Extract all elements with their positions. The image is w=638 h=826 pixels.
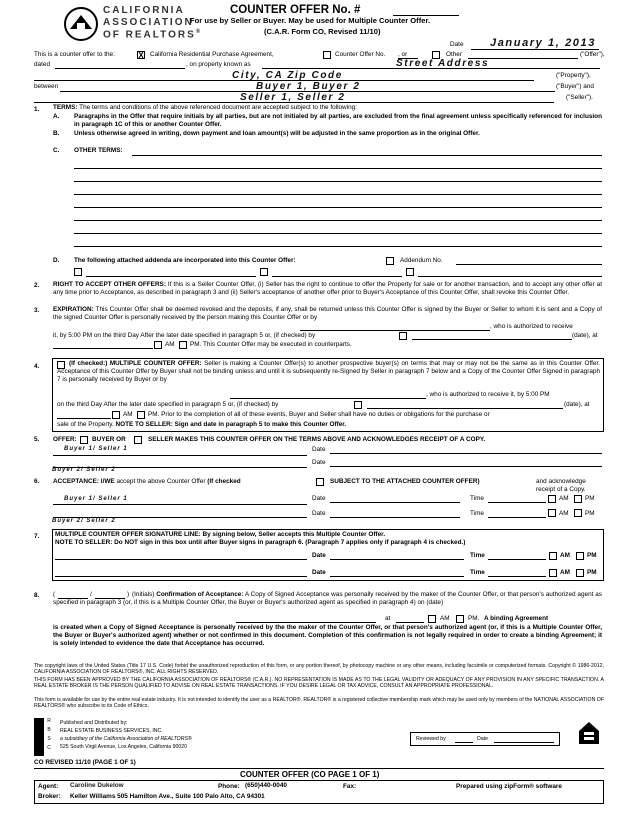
s4-pm-checkbox[interactable] (137, 411, 145, 419)
s3-am-label: AM (165, 341, 175, 348)
buyer-value: Buyer 1, Buyer 2 (256, 81, 361, 92)
s6-pm1-checkbox[interactable] (574, 495, 582, 503)
s4-date-at: (date), at (564, 401, 590, 408)
s1-d-label: D. (53, 257, 60, 264)
phone-label: Phone: (218, 783, 240, 790)
s5-date2-field[interactable] (330, 466, 602, 467)
footer-revision: CO REVISED 11/10 (PAGE 1 OF 1) (34, 759, 136, 766)
date-field-line[interactable] (471, 49, 599, 50)
s7-sig2-line[interactable] (55, 576, 307, 577)
date-field-value: January 1, 2013 (490, 37, 596, 49)
s7-number: 7. (34, 533, 40, 540)
rebs-logo-c: C (47, 745, 51, 751)
s5-sig1-label: Buyer 1/ Seller 1 (64, 446, 128, 452)
s5-buyer-checkbox[interactable] (80, 436, 88, 444)
s6-am2-label: AM (559, 510, 569, 517)
dated-field[interactable] (55, 68, 185, 69)
logo-line2: ASSOCIATION (103, 17, 194, 28)
s5-sig1-line[interactable] (53, 455, 307, 456)
s7-am1-checkbox[interactable] (549, 552, 557, 560)
seller-value: Seller 1, Seller 2 (240, 92, 346, 103)
s6-time1-label: Time (470, 495, 484, 502)
reviewed-date-field[interactable] (494, 742, 554, 743)
footer-title: COUNTER OFFER (CO PAGE 1 OF 1) (240, 770, 380, 779)
equal-housing-house (578, 720, 600, 746)
s8-pm-checkbox[interactable] (456, 615, 464, 623)
footer-divider (34, 768, 604, 769)
addenda-checkbox-1[interactable] (74, 268, 82, 276)
s4-am-checkbox[interactable] (112, 411, 120, 419)
s8-text: (Initials) Confirmation of Acceptance: A Copy of Signed Acceptance was personally received by the maker of the Counter Offer, or that person's authorized agent as specified in paragraph 3 (or, if this is a Multiple Counter Offer, the Buyer or Buyer's authorized agent as specified in paragraph 4) on (date) (53, 591, 602, 606)
s3-authorized-person-field[interactable] (300, 330, 490, 331)
s6-date1-label: Date (312, 495, 326, 502)
s6-am1-label: AM (559, 495, 569, 502)
s8-open-paren: ( (53, 591, 56, 598)
addendum-checkbox[interactable] (386, 257, 394, 265)
s2-number: 2. (34, 282, 40, 289)
s3-pm-label: PM. This Counter Offer may be executed in counterparts. (190, 341, 352, 348)
other-terms-line-5[interactable] (74, 207, 602, 208)
s7-time1-label: Time (470, 552, 485, 559)
s7-am2-label: AM (560, 569, 570, 576)
legal-copyright: The copyright laws of the United States (Title 17 U.S. Code) forbid the unauthorized reproduction of this form, or any portion thereof, by photocopy machine or any other means, including facsimile or computerized formats. Copyright © 1986-2012, CALIFORNIA ASSOCIATION OF REALTORS®, INC. ALL RIGHTS RESERVED. (34, 663, 604, 676)
rebs-logo-b: B (47, 727, 51, 733)
other-label: Other (446, 51, 462, 58)
car-logo-mark (63, 5, 99, 43)
other-terms-line-1[interactable] (132, 155, 602, 156)
buyer-suffix: ("Buyer") and (556, 83, 594, 90)
s8-number: 8. (34, 592, 40, 599)
addenda-checkbox-3[interactable] (406, 268, 414, 276)
s6-acceptance: ACCEPTANCE: I/WE accept the above Counter Offer (If checked (53, 478, 241, 485)
s4-date-checkbox[interactable] (354, 401, 362, 409)
s3-date-at: (date), at (572, 332, 598, 339)
s3-text: EXPIRATION: This Counter Offer shall be deemed revoked and the deposits, if any, shall be returned unless this Counter Offer is signed by the Buyer or Seller to whom it is sent and a Copy of the signed Counter Offer is personally received by the person making this Counter Offer or by (53, 306, 602, 321)
s6-pm2-checkbox[interactable] (574, 509, 582, 517)
s1-number: 1. (34, 106, 40, 113)
legal-approval: THIS FORM HAS BEEN APPROVED BY THE CALIFORNIA ASSOCIATION OF REALTORS® (C.A.R.). NO REPRESENTATION IS MADE AS TO THE LEGAL VALIDITY OR ADEQUACY OF ANY PROVISION IN ANY SPECIFIC TRANSACTION. A REAL ESTATE BROKER IS THE PERSON QUALIFIED TO ADVISE ON REAL ESTATE TRANSACTIONS. IF YOU DESIRE LEGAL OR TAX ADVICE, CONSULT AN APPROPRIATE PROFESSIONAL. (34, 677, 604, 690)
s4-time-field[interactable] (57, 418, 111, 419)
s1-a-text: Paragraphs in the Offer that require initials by all parties, but are not initialed by all parties, are excluded from the final agreement unless specifically referenced for inclusion in paragraph 1C of this or another Counter Offer. (74, 113, 602, 128)
other-terms-line-2[interactable] (74, 168, 602, 169)
seller-suffix: ("Seller"). (566, 94, 593, 101)
broker-label: Broker: (38, 793, 61, 800)
s6-am1-checkbox[interactable] (548, 495, 556, 503)
s8-at: at (385, 615, 391, 622)
s1-b-label: B. (53, 130, 60, 137)
other-terms-line-3[interactable] (74, 181, 602, 182)
offer-suffix: ("Offer"), (580, 51, 605, 58)
s5-date1-field[interactable] (330, 453, 602, 454)
s8-pm-label: PM. (468, 615, 480, 622)
addenda-field-3[interactable] (418, 276, 602, 277)
other-terms-line-7[interactable] (74, 233, 602, 234)
publisher-line4: 525 South Virgil Avenue, Los Angeles, California 90020 (60, 744, 187, 750)
s1-a-label: A. (53, 113, 60, 120)
addenda-field-1[interactable] (86, 276, 256, 277)
s7-line2: NOTE TO SELLER: Do NOT sign in this box until after Buyer signs in paragraph 6. (Paragraph 7 applies only if paragraph 4 is checked.) (55, 539, 466, 546)
s7-date1-field[interactable] (330, 559, 464, 560)
other-terms-line-6[interactable] (74, 220, 602, 221)
s6-time2-field[interactable] (488, 517, 546, 518)
s6-am2-checkbox[interactable] (548, 509, 556, 517)
counter-offer-label: Counter Offer No. (335, 51, 386, 58)
s7-am1-label: AM (560, 552, 570, 559)
s3-time-field[interactable] (53, 348, 153, 349)
s4-date-field[interactable] (367, 408, 563, 409)
rpa-label: California Residential Purchase Agreement, (150, 51, 274, 58)
other-terms-line-4[interactable] (74, 194, 602, 195)
s8-am-label: AM (440, 615, 450, 622)
s3-am-checkbox[interactable] (154, 341, 162, 349)
s7-time2-label: Time (470, 569, 485, 576)
s4-am-label: AM (123, 411, 133, 418)
s3-authorized-label: , who is authorized to receive (490, 323, 573, 330)
s4-pm-label: PM. Prior to the completion of all of these events, Buyer and Seller shall have no duties or obligations for the purchase or (148, 411, 490, 418)
s7-pm2-label: PM (587, 569, 597, 576)
s5-offer-label: OFFER: (53, 436, 77, 443)
s7-pm1-checkbox[interactable] (576, 552, 584, 560)
s1-c-label: C. (53, 147, 60, 154)
s5-text: SELLER MAKES THIS COUNTER OFFER ON THE TERMS ABOVE AND ACKNOWLEDGES RECEIPT OF A COPY. (148, 436, 486, 443)
between-label: between (34, 83, 59, 90)
s5-date2-label: Date (312, 459, 326, 466)
s5-date1-label: Date (312, 446, 326, 453)
publisher-line3: a subsidiary of the California Association of REALTORS® (60, 736, 192, 742)
broker-value: Keller Williams 505 Hamilton Ave., Suite 100 Palo Alto, CA 94301 (70, 793, 265, 800)
publisher-line2: REAL ESTATE BUSINESS SERVICES, INC. (60, 728, 163, 734)
s6-date2-field[interactable] (330, 517, 460, 518)
s7-pm2-checkbox[interactable] (576, 569, 584, 577)
s3-pm-checkbox[interactable] (179, 341, 187, 349)
s6-sig1-line[interactable] (53, 504, 307, 505)
dated-label: dated (34, 61, 50, 68)
s8-time-field[interactable] (396, 622, 424, 623)
reviewed-by-field[interactable] (455, 742, 473, 743)
s6-ack: and acknowledge receipt of a Copy. (536, 478, 586, 493)
s2-text: RIGHT TO ACCEPT OTHER OFFERS: If this is a Seller Counter Offer, (i) Seller has the right to continue to offer the Property for sale or for another transaction, and to accept any other offer at any time prior to Acceptance, as described in paragraph 3 and (ii) Seller's acceptance of another offer prior to Buyer's Acceptance of this Counter Offer, shall revoke this Counter Offer. (53, 281, 602, 296)
addenda-field-2[interactable] (272, 276, 402, 277)
reviewed-by-label: Reviewed by (416, 736, 446, 742)
s4-text: (If checked:) MULTIPLE COUNTER OFFER: Seller is making a Counter Offer(s) to another prospective buyer(s) on terms that may or may not be the same as in this Counter Offer. Acceptance of this Counter Offer by Buyer shall not be binding unless and until it is subsequently re-Signed by Seller in paragraph 7 below and a Copy of the Counter Offer Signed in paragraph 7 is personally received by Buyer or by (57, 360, 601, 383)
s8-date-field[interactable] (236, 622, 376, 623)
logo-line3: OF REALTORS® (103, 29, 203, 41)
reviewed-date-label: Date (477, 736, 488, 742)
address-value: Street Address (396, 58, 490, 69)
form-title: COUNTER OFFER No. # (230, 4, 361, 16)
or-label: , or (398, 51, 408, 58)
s7-sig1-line[interactable] (55, 559, 307, 560)
s3-line2: it, by 5:00 PM on the third Day After the later date specified in paragraph 5 or, (if checked) by (53, 332, 316, 339)
s6-subject: SUBJECT TO THE ATTACHED COUNTER OFFER) (330, 478, 480, 485)
property-known-label: , on property known as (186, 61, 251, 68)
s6-sig1-label: Buyer 1/ Seller 1 (64, 496, 128, 502)
s6-sig2-label: Buyer 2/ Seller 2 (52, 518, 116, 524)
property-suffix: ("Property"), (556, 72, 591, 79)
date-label: Date (450, 41, 464, 48)
rpa-checkbox[interactable]: X (138, 51, 144, 60)
s7-am2-checkbox[interactable] (549, 569, 557, 577)
phone-value: (650)440-0040 (245, 782, 287, 789)
addendum-label: Addendum No. (400, 257, 443, 264)
s6-date1-field[interactable] (330, 502, 460, 503)
s3-date-field[interactable] (412, 339, 572, 340)
legal-usage: This form is available for use by the entire real estate industry. It is not intended to identify the user as a REALTOR®. REALTOR® is a registered collective membership mark which may be used only by members of the NATIONAL ASSOCIATION OF REALTORS® who subscribe to its Code of Ethics. (34, 697, 604, 710)
agent-label: Agent: (38, 783, 59, 790)
s4-number: 4. (34, 363, 40, 370)
s8-am-checkbox[interactable] (428, 615, 436, 623)
addendum-field[interactable] (456, 264, 602, 265)
rebs-logo-r: R (47, 718, 51, 724)
s1-b-text: Unless otherwise agreed in writing, down payment and loan amount(s) will be adjusted in the same proportion as in the original Offer. (74, 130, 480, 137)
s1-terms: TERMS: The terms and conditions of the above referenced document are accepted subject to the following: (53, 104, 357, 111)
s4-last: sale of the Property. NOTE TO SELLER: Sign and date in paragraph 5 to make this Counter Offer. (57, 421, 347, 428)
s5-buyer-or: BUYER OR (92, 436, 126, 443)
s5-seller-checkbox[interactable] (134, 436, 142, 444)
s4-authorized-label: , who is authorized to receive it, by 5:00 PM (426, 391, 550, 398)
rebs-logo (34, 718, 51, 756)
s7-line1: MULTIPLE COUNTER OFFER SIGNATURE LINE: By signing below, Seller accepts this Multiple Counter Offer. (55, 531, 386, 538)
prepared-label: Prepared using zipForm® software (456, 783, 562, 790)
s8-close-paren: ) (127, 591, 130, 598)
s6-subject-checkbox[interactable] (316, 478, 324, 486)
s6-time2-label: Time (470, 510, 484, 517)
s7-time2-field[interactable] (488, 576, 546, 577)
counter-offer-checkbox[interactable] (323, 51, 331, 59)
rebs-logo-s: S (47, 736, 51, 742)
city-value: City, CA Zip Code (232, 70, 343, 81)
s5-sig2-label: Buyer 2/ Seller 2 (52, 467, 116, 473)
s6-date2-label: Date (312, 510, 326, 517)
s6-pm1-label: PM (585, 495, 595, 502)
form-subtitle: For use by Seller or Buyer. May be used for Multiple Counter Offer. (190, 16, 431, 25)
s7-date2-label: Date (312, 569, 326, 576)
s8-binding: A binding Agreement (484, 615, 549, 622)
s3-date-checkbox[interactable] (399, 332, 407, 340)
s1-d-text: The following attached addenda are incorporated into this Counter Offer: (74, 257, 296, 264)
s1-c-text: OTHER TERMS: (74, 147, 123, 154)
equal-housing-icon (578, 720, 600, 746)
s4-line-b: on the third Day After the later date specified in paragraph 5 or, (if checked) by (57, 401, 279, 408)
s6-number: 6. (34, 478, 40, 485)
s5-number: 5. (34, 436, 40, 443)
s7-pm1-label: PM (587, 552, 597, 559)
s6-time1-field[interactable] (488, 502, 546, 503)
s8-slash: / (90, 591, 92, 598)
intro-text: This is a counter offer to the: (34, 51, 115, 58)
s7-date2-field[interactable] (330, 576, 464, 577)
s6-pm2-label: PM (585, 510, 595, 517)
s3-number: 3. (34, 307, 40, 314)
other-terms-line-8[interactable] (74, 246, 602, 247)
s7-date1-label: Date (312, 552, 326, 559)
fax-label: Fax: (343, 783, 357, 790)
s8-bold-text: is created when a Copy of Signed Acceptance is personally received by the the maker of the Counter Offer, or that person's authorized agent (or, if this is a Multiple Counter Offer, the Buyer or Buyer's authorized agent) whether or not confirmed in this document. Completion of this confirmation is not legally required in order to create a binding Agreement; it is solely intended to evidence the date that Acceptance has occurred. (53, 624, 602, 647)
logo-line1: CALIFORNIA (103, 5, 185, 16)
addenda-checkbox-2[interactable] (260, 268, 268, 276)
publisher-line1: Published and Distributed by: (60, 720, 128, 726)
agent-name: Caroline Dukelow (70, 782, 124, 789)
form-reference: (C.A.R. Form CO, Revised 11/10) (264, 27, 381, 36)
s4-authorized-person-field[interactable] (230, 398, 426, 399)
s7-time1-field[interactable] (488, 559, 546, 560)
